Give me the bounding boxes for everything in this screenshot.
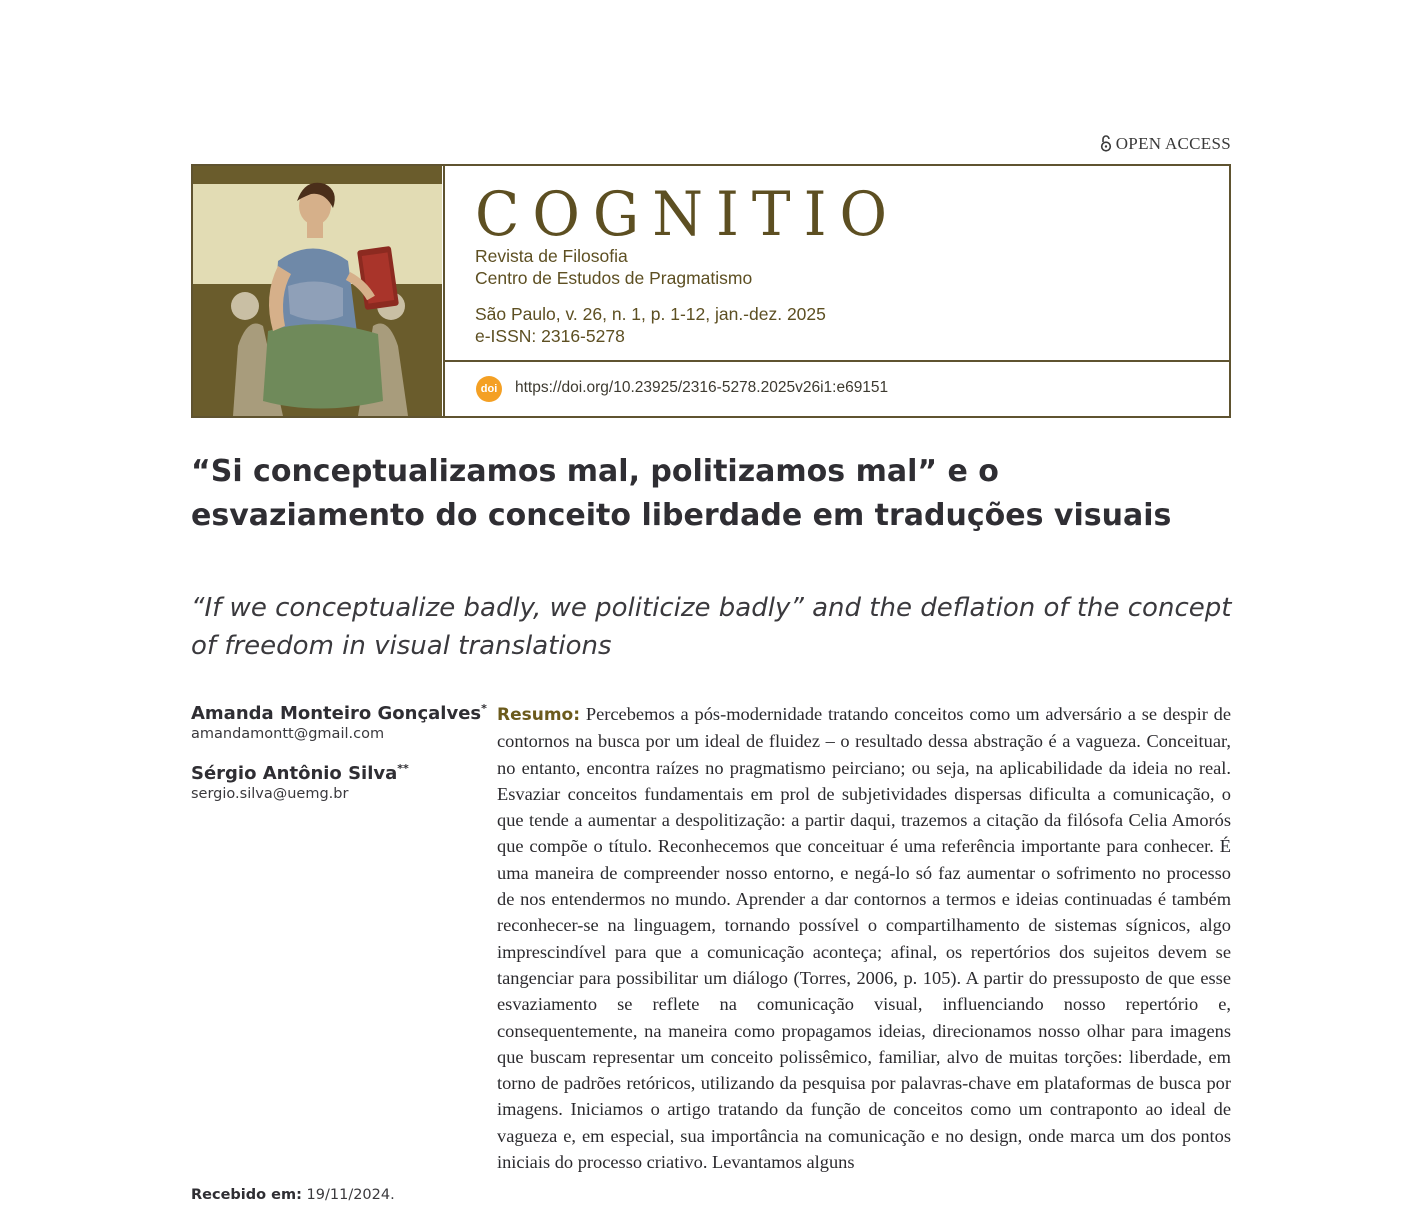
journal-center: Centro de Estudos de Pragmatismo bbox=[475, 268, 753, 288]
author-name-text: Amanda Monteiro Gonçalves bbox=[191, 703, 482, 724]
journal-info bbox=[443, 166, 1229, 362]
journal-name: COGNITIO bbox=[475, 178, 901, 250]
abstract bbox=[497, 701, 1231, 1175]
doi-icon: doi bbox=[476, 376, 502, 402]
article-title-english: “If we conceptualize badly, we politicize badly” and the deflation of the concept of freedom in visual translations bbox=[191, 593, 1232, 661]
open-lock-icon bbox=[1100, 135, 1112, 157]
received-date bbox=[191, 1187, 395, 1203]
journal-header bbox=[191, 164, 1231, 418]
doi-link[interactable]: https://doi.org/10.23925/2316-5278.2025v26i1:e69151 bbox=[515, 379, 889, 396]
author-name bbox=[191, 762, 409, 784]
author-name bbox=[191, 702, 487, 724]
author-footnote-mark: ** bbox=[397, 762, 409, 775]
author-email: amandamontt@gmail.com bbox=[191, 726, 385, 742]
cover-illustration bbox=[193, 166, 442, 416]
doi-row bbox=[443, 362, 1229, 416]
author-name-text: Sérgio Antônio Silva bbox=[191, 763, 398, 784]
received-label: Recebido em: bbox=[191, 1187, 302, 1203]
open-access-label: OPEN ACCESS bbox=[1115, 134, 1231, 153]
abstract-text: Percebemos a pós-modernidade tratando conceitos como um adversário a se despir de contornos na busca por um ideal de fluidez – o resultado dessa abstração é a vagueza. Conceituar, no entanto, encontra raízes no pragmatismo peirciano; ou seja, na aplicabilidade da ideia no real. Esvaziar conceitos fundamentais em prol de subjetividades dispersas dificulta a comunicação, o que tende a aumentar a despolitização: a partir daqui, trazemos a citação da filósofa Celia Amorós que compõe o título. Reconhecemos que conceituar é uma referência importante para conhecer. É uma maneira de compreender nosso entorno, e negá-lo só faz aumentar o sofrimento no processo de nos entendermos no mundo. Aprender a dar contornos a termos e ideias continuadas é também reconhecer-se na linguagem, tornando possível o compartilhamento de sistemas sígnicos, algo imprescindível para que a comunicação aconteça; afinal, os repertórios dos sujeitos devem se tangenciar para possibilitar um diálogo (Torres, 2006, p. 105). A partir do pressuposto de que esse esvaziamento se reflete na comunicação visual, influenciando nosso repertório e, consequentemente, na maneira como propagamos ideias, direcionamos nosso olhar para imagens que buscam representar um conceito polissêmico, familiar, alvo de muitas torções: liberdade, em torno de padrões retóricos, utilizando da pesquisa por palavras-chave em plataformas de busca por imagens. Iniciamos o artigo tratando da função de conceitos como um contraponto ao ideal de vagueza e, em especial, sua importância na comunicação e no design, onde marca um dos pontos iniciais do processo criativo. Levantamos alguns bbox=[497, 704, 1231, 1173]
journal-issn: e-ISSN: 2316-5278 bbox=[475, 326, 625, 346]
article-title: “Si conceptualizamos mal, politizamos mal” e o esvaziamento do conceito liberdade em traduções visuais bbox=[191, 454, 1172, 533]
open-access-badge bbox=[1040, 134, 1231, 157]
journal-citation: São Paulo, v. 26, n. 1, p. 1-12, jan.-dez. 2025 bbox=[475, 304, 826, 324]
author-footnote-mark: * bbox=[481, 702, 487, 715]
received-value: 19/11/2024. bbox=[306, 1187, 395, 1203]
journal-subtitle: Revista de Filosofia bbox=[475, 246, 628, 266]
abstract-label: Resumo: bbox=[497, 705, 581, 725]
author-email: sergio.silva@uemg.br bbox=[191, 786, 349, 802]
